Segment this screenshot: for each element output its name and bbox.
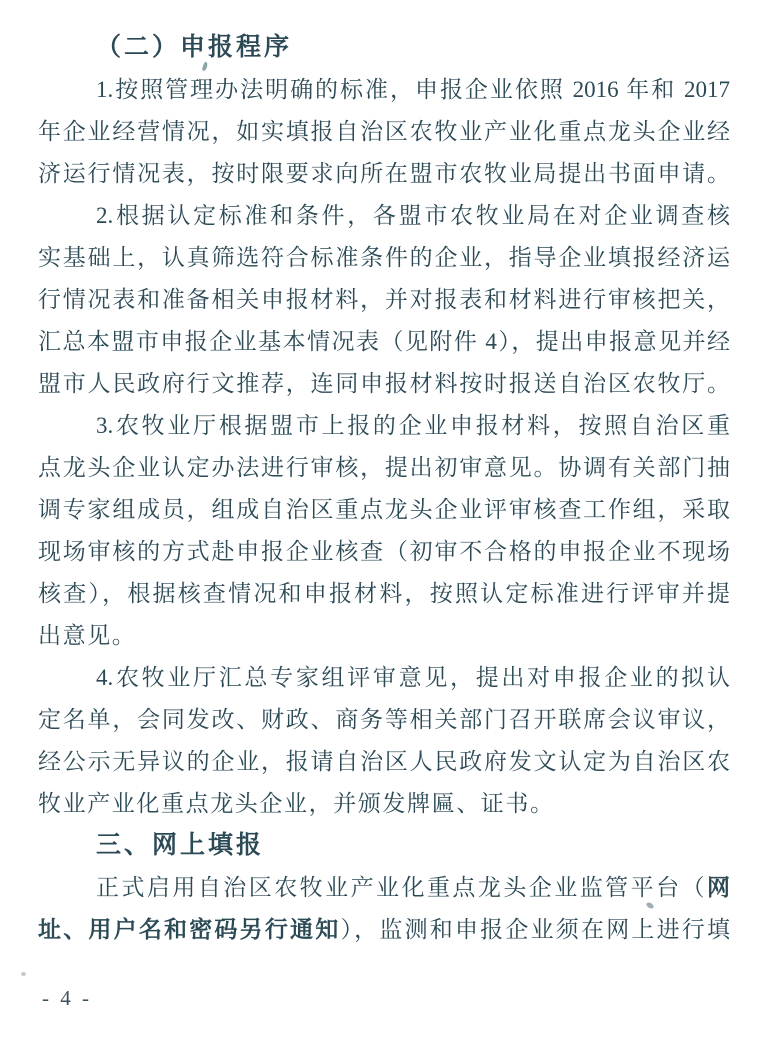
paragraph3-line3: 调专家组成员，组成自治区重点龙头企业评审核查工作组，采取 — [38, 497, 730, 522]
section-heading-wangshang-tianbao: 三、网上填报 — [96, 832, 265, 859]
paragraph5-line2 — [38, 909, 730, 951]
paragraph4-line3: 经公示无异议的企业，报请自治区人民政府发文认定为自治区农 — [38, 749, 730, 774]
paragraph2-line1: 2.根据认定标准和条件，各盟市农牧业局在对企业调查核 — [96, 203, 730, 228]
paragraph5-line1-bold-text: 网 — [707, 875, 730, 900]
paragraph2-line3: 行情况表和准备相关申报材料，并对报表和材料进行审核把关， — [38, 287, 730, 312]
page-number: - 4 - — [42, 986, 92, 1010]
section-heading-shenbao-chengxu: （二）申报程序 — [96, 34, 293, 61]
paragraph2-line2: 实基础上，认真筛选符合标准条件的企业，指导企业填报经济运 — [38, 245, 730, 270]
paragraph5-line2-normal-text: ），监测和申报企业须在网上进行填 — [340, 917, 731, 942]
paragraph1-line3: 济运行情况表，按时限要求向所在盟市农牧业局提出书面申请。 — [38, 161, 730, 186]
paragraph3-line2: 点龙头企业认定办法进行审核，提出初审意见。协调有关部门抽 — [38, 455, 730, 480]
paragraph1-line1: 1.按照管理办法明确的标准，申报企业依照 2016 年和 2017 — [96, 77, 730, 102]
scan-speck-artifact — [21, 972, 26, 976]
paragraph5-line2-bold-text: 址、用户名和密码另行通知 — [38, 917, 341, 942]
paragraph3-line1: 3.农牧业厅根据盟市上报的企业申报材料，按照自治区重 — [96, 413, 730, 438]
paragraph4-line4: 牧业产业化重点龙头企业，并颁发牌匾、证书。 — [38, 791, 555, 816]
paragraph2-line4: 汇总本盟市申报企业基本情况表（见附件 4），提出申报意见并经 — [38, 329, 730, 354]
paragraph3-line4: 现场审核的方式赴申报企业核查（初审不合格的申报企业不现场 — [38, 539, 730, 564]
document-text-block — [38, 27, 730, 951]
paragraph4-line1: 4.农牧业厅汇总专家组评审意见，提出对申报企业的拟认 — [96, 665, 730, 690]
paragraph1-line2: 年企业经营情况，如实填报自治区农牧业产业化重点龙头企业经 — [38, 119, 730, 144]
paragraph5-line1-normal-text: 正式启用自治区农牧业产业化重点龙头企业监管平台（ — [96, 875, 707, 900]
paragraph3-line6: 出意见。 — [38, 623, 137, 648]
paragraph4-line2: 定名单，会同发改、财政、商务等相关部门召开联席会议审议， — [38, 707, 730, 732]
paragraph2-line5: 盟市人民政府行文推荐，连同申报材料按时报送自治区农牧厅。 — [38, 371, 730, 396]
paragraph3-line5: 核查），根据核查情况和申报材料，按照认定标准进行评审并提 — [38, 581, 730, 606]
paragraph5-line1 — [38, 867, 730, 909]
